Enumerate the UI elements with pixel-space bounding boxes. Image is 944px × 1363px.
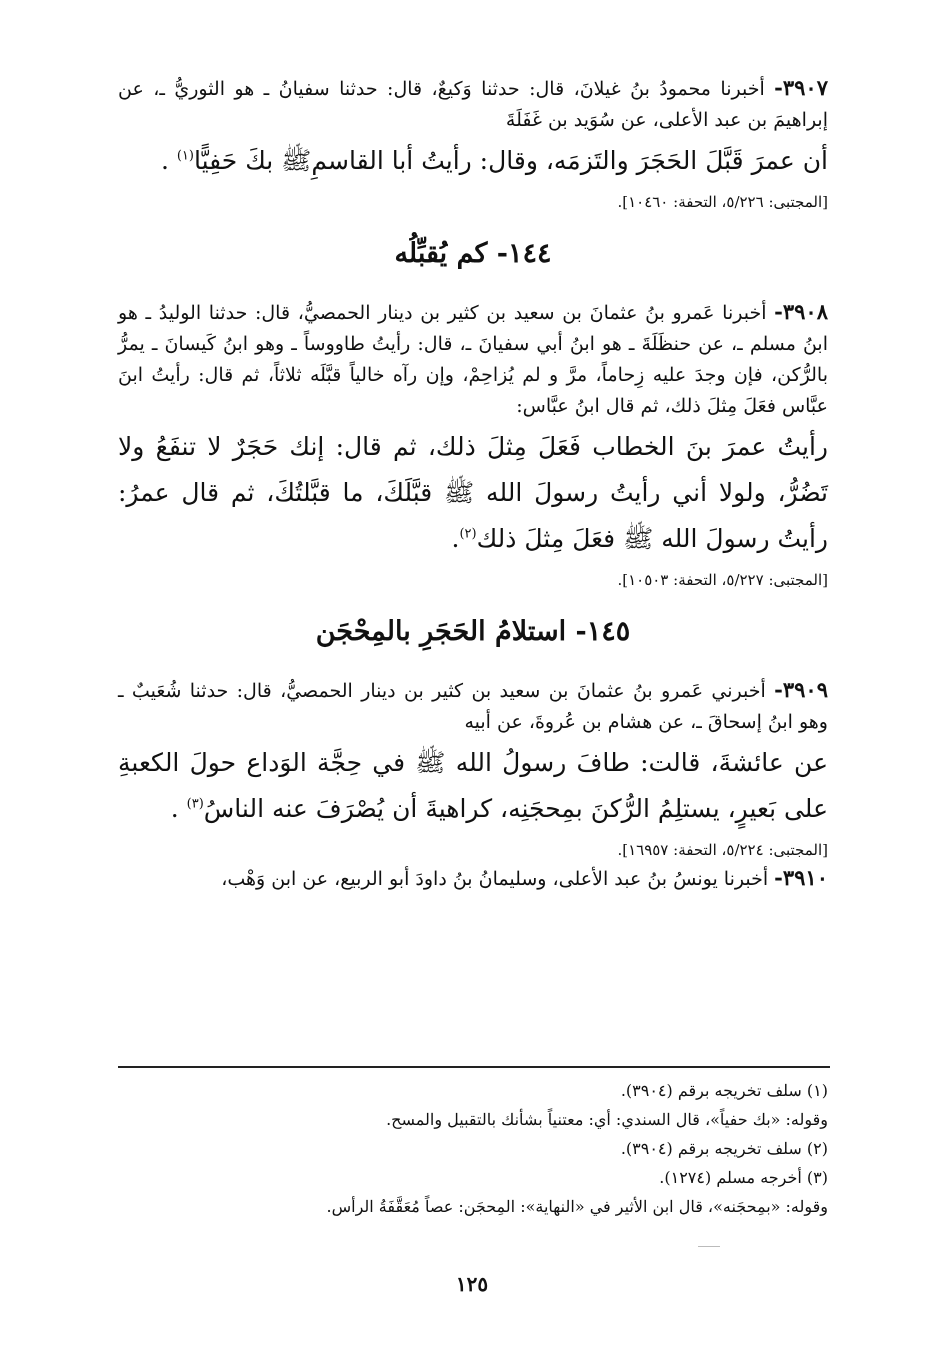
hadith-3909-reference: [المجتبى: ٥/٢٢٤، التحفة: ١٦٩٥٧]. — [617, 841, 828, 859]
footnote-3-comment: وقوله: «بمِحجَنه»، قال ابن الأثير في «النهاية»: المِحجَن: عصاً مُعَقَّفَةُ الرأس. — [326, 1197, 828, 1216]
hadith-3909-isnad — [118, 674, 828, 738]
matn-end: . — [451, 524, 460, 553]
hadith-number: ٣٩٠٨- — [774, 299, 828, 324]
footnotes — [118, 1076, 828, 1221]
footnote-1: (١) سلف تخريجه برقم (٣٩٠٤). — [620, 1081, 828, 1100]
matn-text: رأيتُ عمرَ بنَ الخطاب فَعَلَ مِثلَ ذلك، ثم قال: إنك حَجَرٌ لا تنفَعُ ولا تَضُرُّ، ولولا أني رأيتُ رسولَ الله ﷺ قبَّلَكَ، ما قبَّلتُكَ، ثم قال عمرُ: رأيتُ رسولَ الله ﷺ فعَلَ مِثلَ ذلك — [118, 432, 828, 553]
isnad-text: أخبرنا يونسُ بنُ عبد الأعلى، وسليمانُ بنُ داودَ أبو الربيع، عن ابن وَهْب، — [221, 868, 769, 890]
hadith-3907-isnad — [118, 72, 828, 136]
footnote-marker: (٣) — [186, 796, 204, 812]
footnote-marker: (١) — [176, 148, 194, 164]
isnad-text: أخبرني عَمرو بنُ عثمانَ بن سعيد بن كثير بن دينار الحمصيُّ، قال: حدثنا شُعَيبٌ ـ وهو ابنُ إسحاقَ ـ، عن هشام بن عُروةَ، عن أبيه — [118, 680, 828, 733]
hadith-3909-matn — [118, 740, 828, 832]
footnote-1-comment: وقوله: «بك حفياً»، قال السندي: أي: معتنياً بشأنك بالتقبيل والمسح. — [386, 1110, 828, 1129]
footnote-marker: (٢) — [459, 526, 477, 542]
footnote-3: (٣) أخرجه مسلم (١٢٧٤). — [659, 1168, 828, 1187]
isnad-text: أخبرنا عَمرو بنُ عثمانَ بن سعيد بن كثير بن دينار الحمصيُّ، قال: حدثنا الوليدُ ـ هو ابنُ مسلم ـ، عن حنظَلَةَ ـ هو ابنُ أبي سفيانَ ـ، قال: رأيتُ طاووساً ـ وهو ابنُ كَيسانَ ـ يمرُّ بالرُّكن، فإن وجدَ عليه زِحاماً، مرَّ و لم يُزاحِمْ، وإن رآه خالياً قبَّلَه ثلاثاً، ثم قال: رأيتُ ابنَ عبَّاس فعَلَ مِثلَ ذلك، ثم قال ابنُ عبَّاس: — [118, 302, 828, 417]
page-body — [118, 72, 828, 895]
hadith-3907-reference: [المجتبى: ٥/٢٢٦، التحفة: ١٠٤٦٠]. — [617, 193, 828, 211]
hadith-number: ٣٩٠٧- — [774, 75, 828, 100]
footnote-2: (٢) سلف تخريجه برقم (٣٩٠٤). — [620, 1139, 828, 1158]
hadith-3907-matn — [118, 138, 828, 184]
footnote-divider — [118, 1066, 830, 1068]
decorative-mark — [698, 1246, 720, 1247]
page-number: ١٢٥ — [455, 1272, 489, 1296]
isnad-text: أخبرنا محمودُ بنُ غيلانَ، قال: حدثنا وَكيعٌ، قال: حدثنا سفيانُ ـ هو الثوريُّ ـ، عن إبراهيمَ بن عبد الأعلى، عن سُوَيد بن غَفَلَةَ — [118, 78, 828, 131]
chapter-heading-144: ١٤٤- كم يُقبِّلُه — [394, 238, 552, 269]
hadith-3910-isnad — [118, 862, 828, 895]
hadith-3908-matn — [118, 424, 828, 562]
hadith-3908-isnad — [118, 296, 828, 422]
hadith-3908-reference: [المجتبى: ٥/٢٢٧، التحفة: ١٠٥٠٣]. — [617, 571, 828, 589]
matn-end: . — [170, 794, 187, 823]
matn-text: عن عائشةَ، قالت: طافَ رسولُ الله ﷺ في حِجَّة الوَداع حولَ الكعبةِ على بَعيرٍ، يستلِمُ الرُّكنَ بمِحجَنِه، كراهيةَ أن يُصْرَفَ عنه الناسُ — [118, 748, 828, 823]
hadith-number: ٣٩٠٩- — [774, 677, 828, 702]
hadith-number: ٣٩١٠- — [774, 865, 828, 890]
chapter-heading-145: ١٤٥- استلامُ الحَجَرِ بالمِحْجَن — [315, 616, 631, 647]
matn-text: أن عمرَ قَبَّلَ الحَجَرَ والتَزمَه، وقال: رأيتُ أبا القاسمِﷺ بكَ حَفِيًّا — [193, 146, 828, 175]
matn-end: . — [160, 146, 177, 175]
